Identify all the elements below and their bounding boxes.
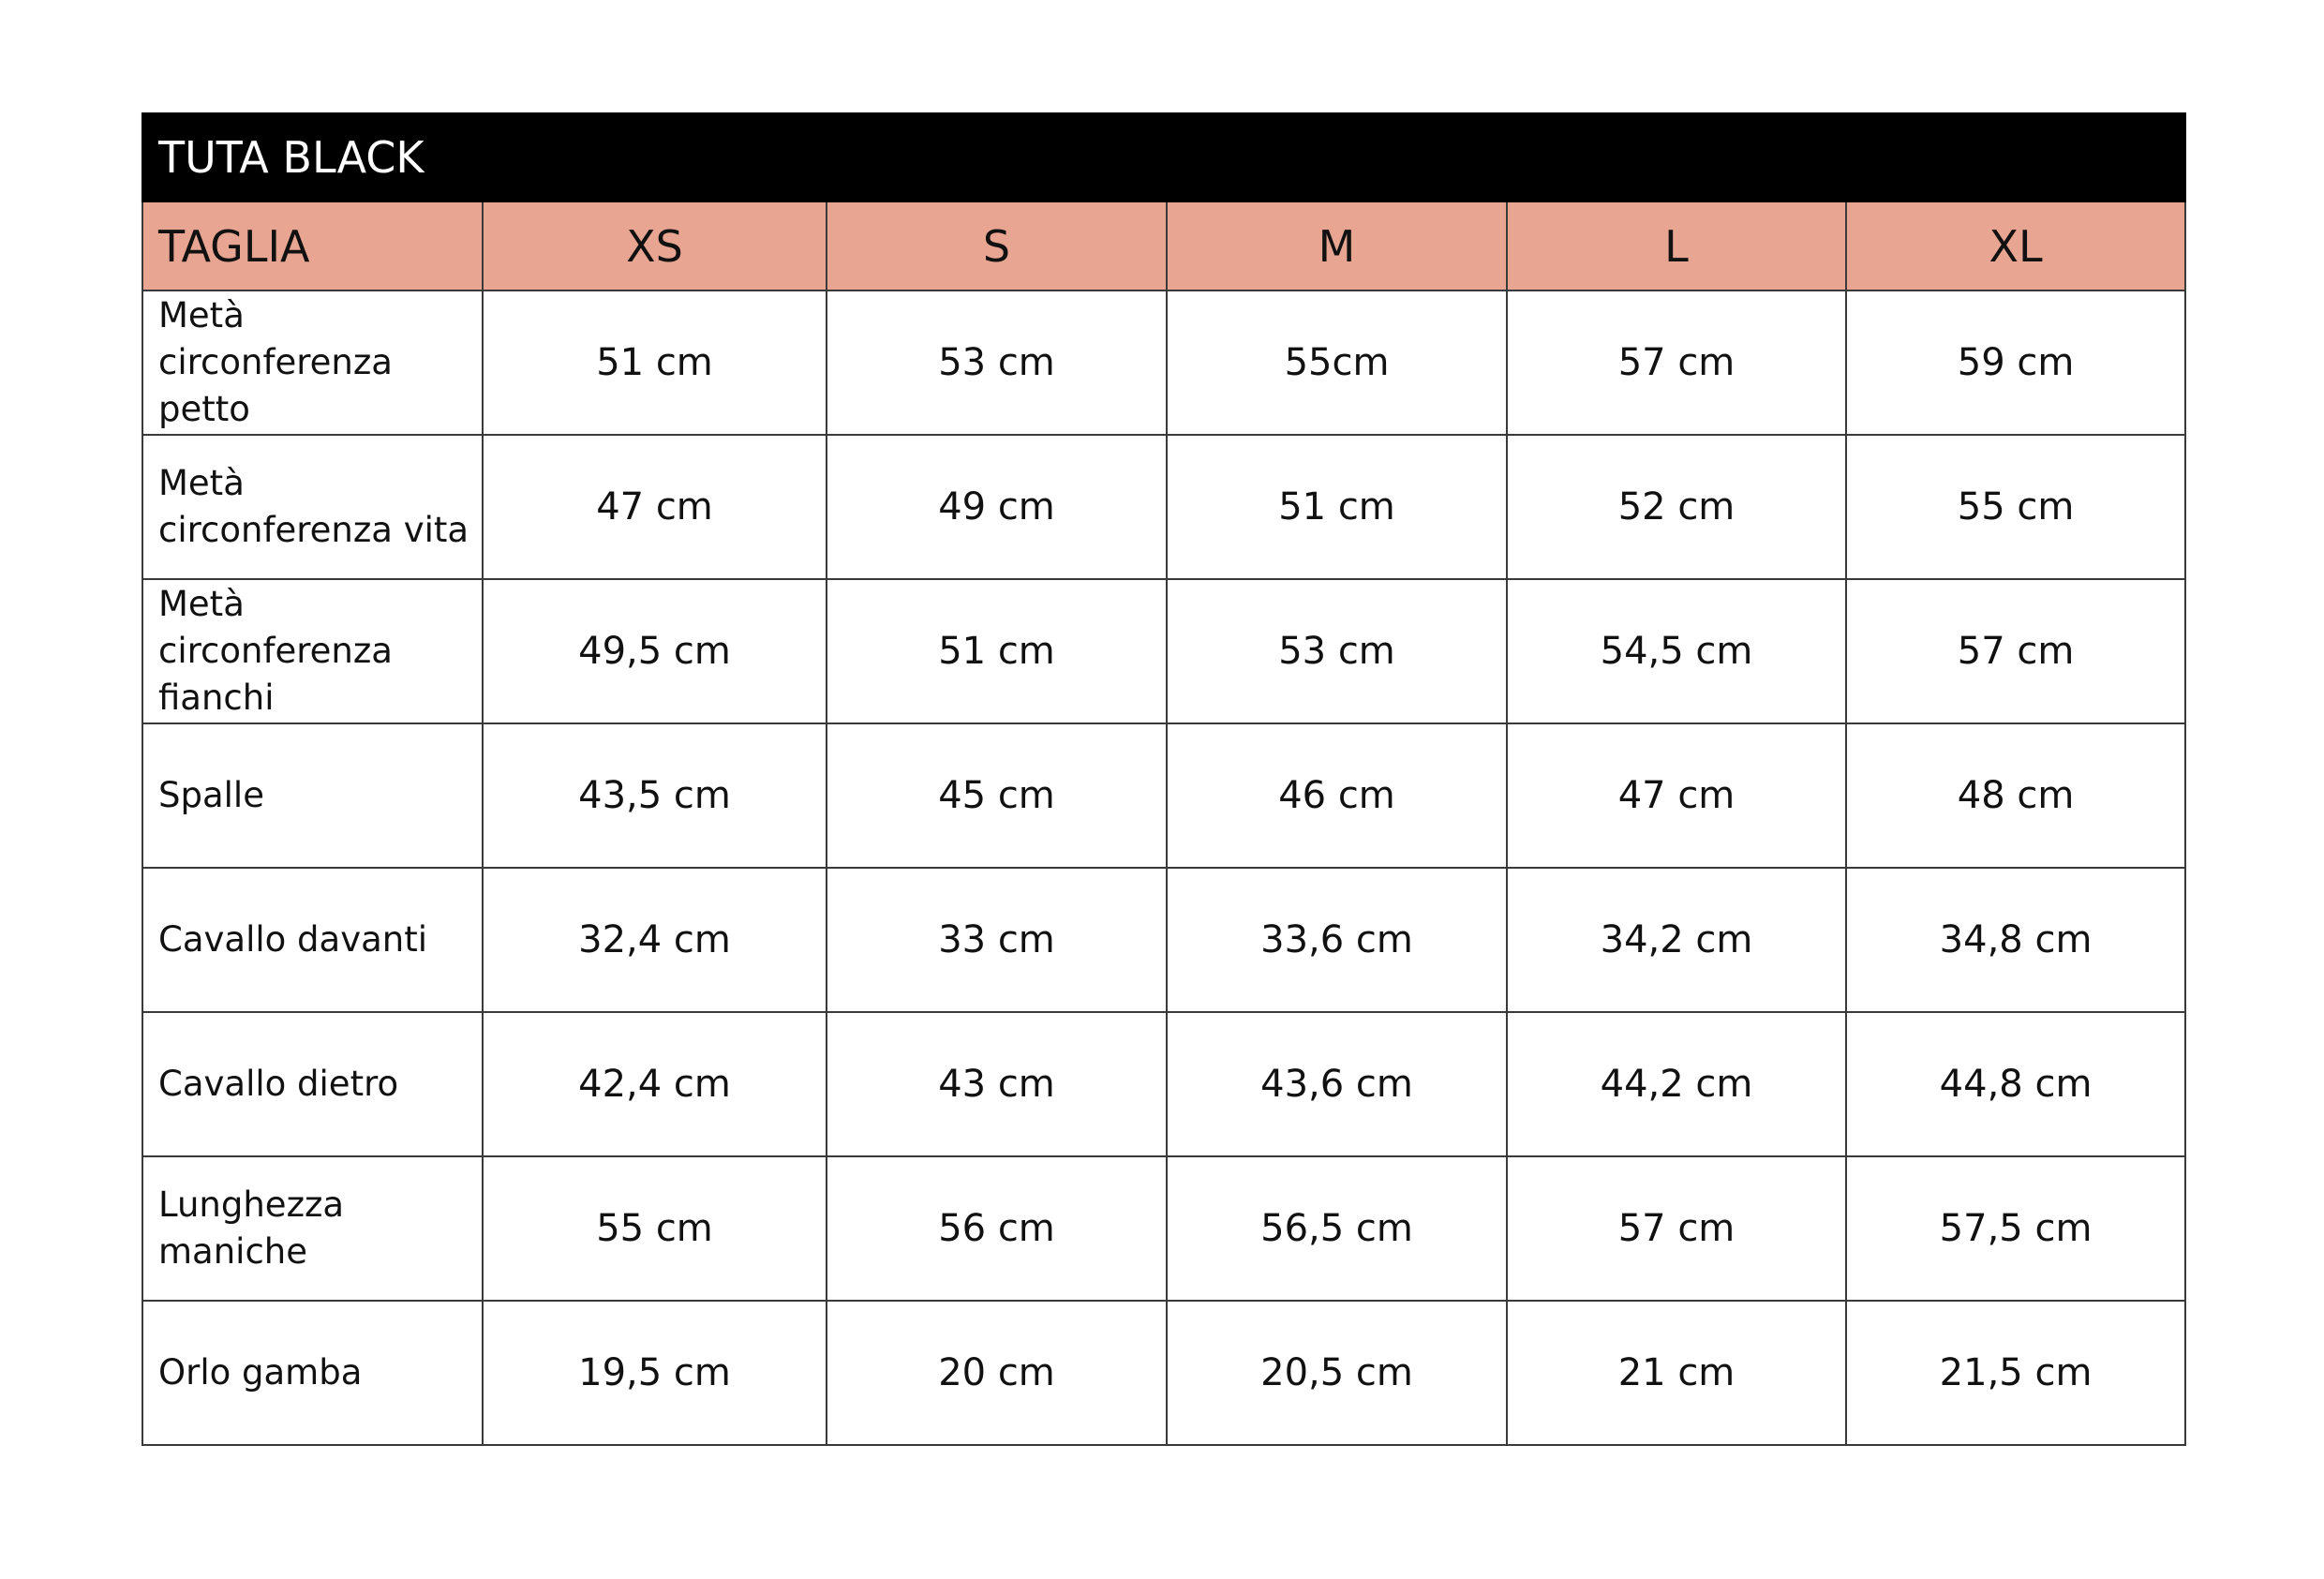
table-cell: 56,5 cm xyxy=(1167,1156,1507,1301)
table-cell: 54,5 cm xyxy=(1507,579,1846,723)
row-label: Cavallo davanti xyxy=(142,868,483,1012)
table-cell: 52 cm xyxy=(1507,435,1846,579)
table-cell: 51 cm xyxy=(827,579,1167,723)
size-header-l: L xyxy=(1507,201,1846,290)
table-cell: 53 cm xyxy=(827,290,1167,435)
table-cell: 21 cm xyxy=(1507,1301,1846,1445)
table-cell: 19,5 cm xyxy=(483,1301,827,1445)
header-row xyxy=(142,201,2185,290)
table-row xyxy=(142,1301,2185,1445)
table-cell: 53 cm xyxy=(1167,579,1507,723)
row-label: Cavallo dietro xyxy=(142,1012,483,1156)
table-cell: 33 cm xyxy=(827,868,1167,1012)
table-cell: 51 cm xyxy=(483,290,827,435)
row-label: Spalle xyxy=(142,723,483,868)
table-row xyxy=(142,1012,2185,1156)
table-row xyxy=(142,868,2185,1012)
table-cell: 43,5 cm xyxy=(483,723,827,868)
table-cell: 56 cm xyxy=(827,1156,1167,1301)
table-cell: 46 cm xyxy=(1167,723,1507,868)
size-header-m: M xyxy=(1167,201,1507,290)
size-header-s: S xyxy=(827,201,1167,290)
size-label-header: TAGLIA xyxy=(142,201,483,290)
table-cell: 57 cm xyxy=(1507,290,1846,435)
table-cell: 57 cm xyxy=(1507,1156,1846,1301)
title-row xyxy=(142,113,2185,201)
table-cell: 55 cm xyxy=(483,1156,827,1301)
row-label: Metà circonferenza fianchi xyxy=(142,579,483,723)
size-chart-table xyxy=(142,112,2186,1446)
table-cell: 32,4 cm xyxy=(483,868,827,1012)
table-cell: 47 cm xyxy=(1507,723,1846,868)
row-label: Metà circonferenza petto xyxy=(142,290,483,435)
table-cell: 33,6 cm xyxy=(1167,868,1507,1012)
table-cell: 57 cm xyxy=(1846,579,2185,723)
row-label: Lunghezza maniche xyxy=(142,1156,483,1301)
table-cell: 44,2 cm xyxy=(1507,1012,1846,1156)
table-row xyxy=(142,723,2185,868)
table-cell: 55cm xyxy=(1167,290,1507,435)
table-cell: 59 cm xyxy=(1846,290,2185,435)
table-cell: 47 cm xyxy=(483,435,827,579)
table-row xyxy=(142,579,2185,723)
row-label: Metà circonferenza vita xyxy=(142,435,483,579)
table-cell: 34,8 cm xyxy=(1846,868,2185,1012)
table-cell: 42,4 cm xyxy=(483,1012,827,1156)
table-cell: 45 cm xyxy=(827,723,1167,868)
table-row xyxy=(142,1156,2185,1301)
table-cell: 49,5 cm xyxy=(483,579,827,723)
table-row xyxy=(142,290,2185,435)
table-cell: 43,6 cm xyxy=(1167,1012,1507,1156)
table-cell: 34,2 cm xyxy=(1507,868,1846,1012)
size-header-xs: XS xyxy=(483,201,827,290)
table-row xyxy=(142,435,2185,579)
table-cell: 20,5 cm xyxy=(1167,1301,1507,1445)
table-cell: 57,5 cm xyxy=(1846,1156,2185,1301)
table-cell: 48 cm xyxy=(1846,723,2185,868)
table-title: TUTA BLACK xyxy=(142,113,2185,201)
table-cell: 43 cm xyxy=(827,1012,1167,1156)
table-cell: 44,8 cm xyxy=(1846,1012,2185,1156)
table-cell: 21,5 cm xyxy=(1846,1301,2185,1445)
row-label: Orlo gamba xyxy=(142,1301,483,1445)
table-cell: 55 cm xyxy=(1846,435,2185,579)
table-cell: 49 cm xyxy=(827,435,1167,579)
table-cell: 51 cm xyxy=(1167,435,1507,579)
table-cell: 20 cm xyxy=(827,1301,1167,1445)
size-header-xl: XL xyxy=(1846,201,2185,290)
